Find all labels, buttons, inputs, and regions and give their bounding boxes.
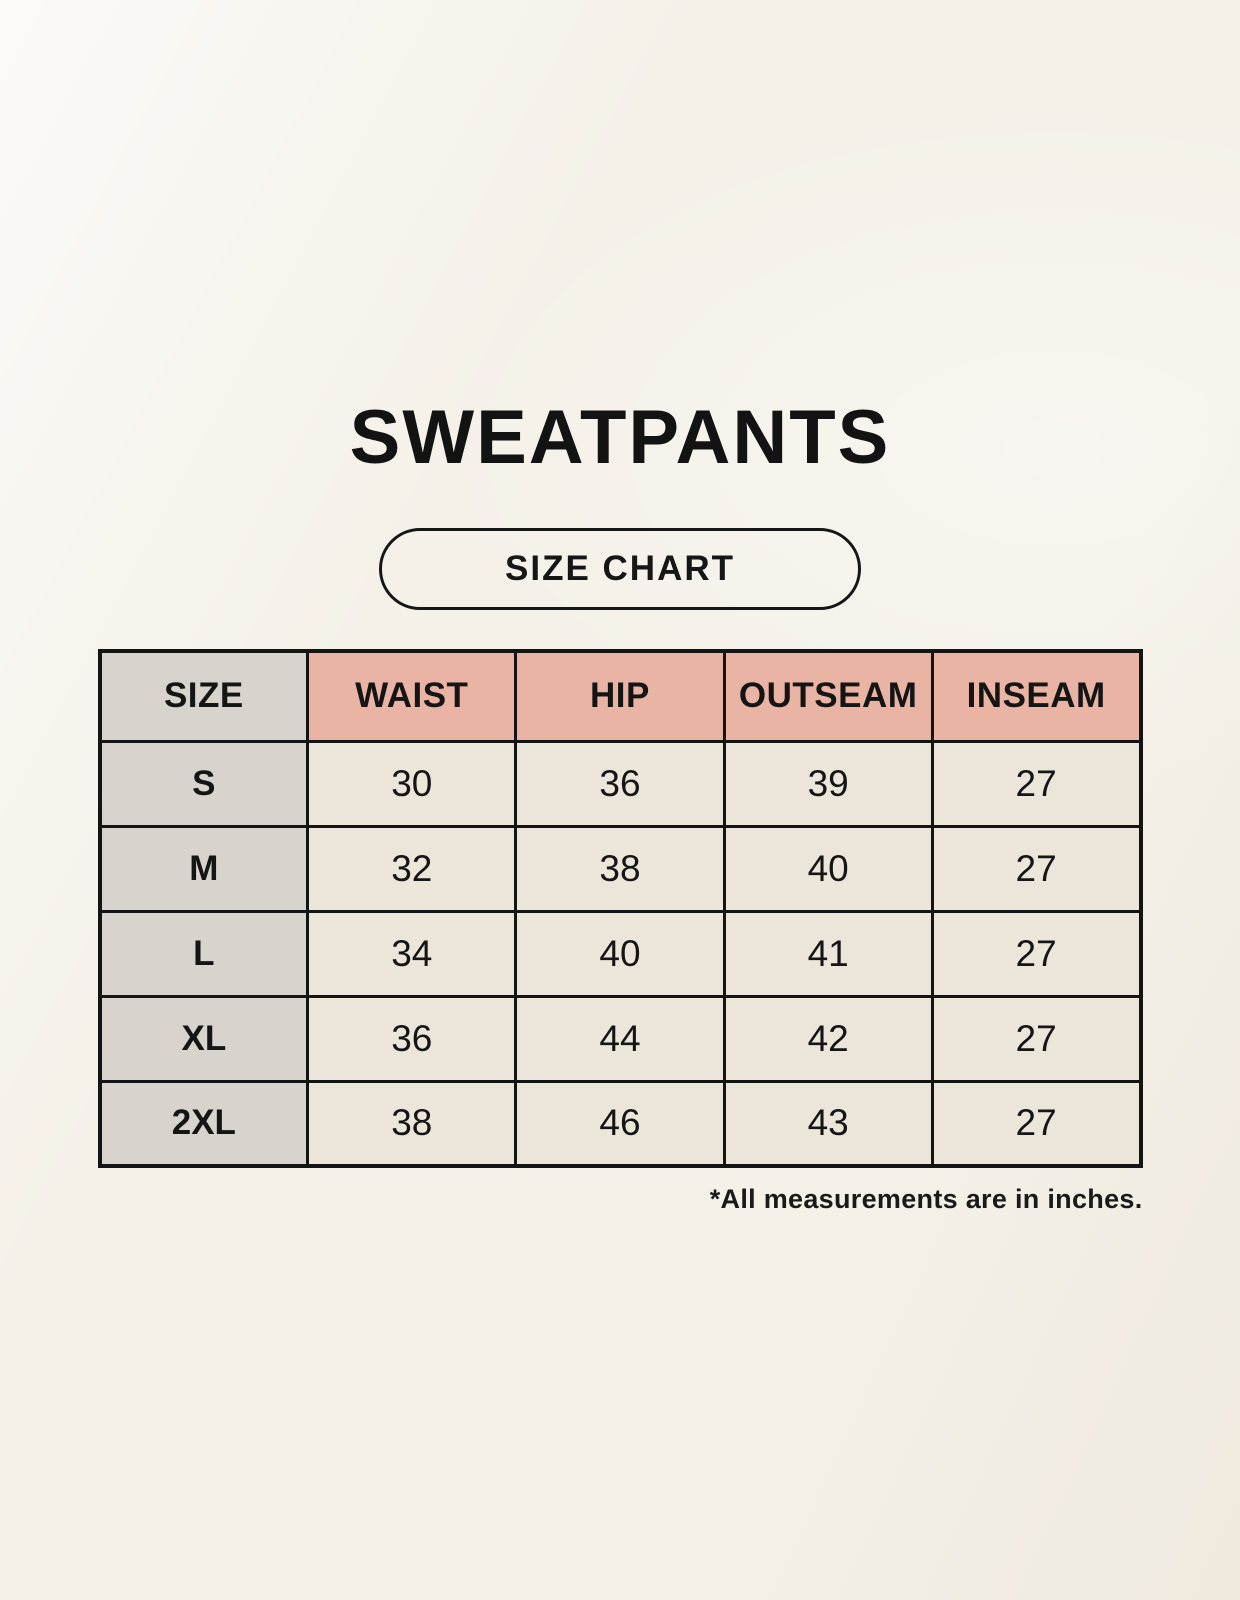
hip-value: 40: [516, 911, 724, 996]
size-label: XL: [100, 996, 308, 1081]
outseam-value: 41: [724, 911, 932, 996]
hip-value: 36: [516, 741, 724, 826]
waist-value: 36: [308, 996, 516, 1081]
column-header-hip: HIP: [516, 651, 724, 741]
inseam-value: 27: [932, 741, 1140, 826]
table-body: [100, 741, 1141, 1166]
table-header-row: [100, 651, 1141, 741]
inseam-value: 27: [932, 911, 1140, 996]
waist-value: 30: [308, 741, 516, 826]
inseam-value: 27: [932, 996, 1140, 1081]
outseam-value: 42: [724, 996, 932, 1081]
column-header-size: SIZE: [100, 651, 308, 741]
inseam-value: 27: [932, 1081, 1140, 1166]
inseam-value: 27: [932, 826, 1140, 911]
table-row-2xl: [100, 1081, 1141, 1166]
hip-value: 44: [516, 996, 724, 1081]
column-header-inseam: INSEAM: [932, 651, 1140, 741]
waist-value: 34: [308, 911, 516, 996]
waist-value: 38: [308, 1081, 516, 1166]
size-label: L: [100, 911, 308, 996]
outseam-value: 40: [724, 826, 932, 911]
column-header-waist: WAIST: [308, 651, 516, 741]
page-title: SWEATPANTS: [349, 395, 891, 480]
size-label: M: [100, 826, 308, 911]
column-header-outseam: OUTSEAM: [724, 651, 932, 741]
size-chart-badge: [379, 528, 861, 610]
size-label: 2XL: [100, 1081, 308, 1166]
waist-value: 32: [308, 826, 516, 911]
size-chart-table: [98, 649, 1143, 1168]
table-row-l: [100, 911, 1141, 996]
outseam-value: 43: [724, 1081, 932, 1166]
hip-value: 46: [516, 1081, 724, 1166]
outseam-value: 39: [724, 741, 932, 826]
size-chart-badge-label: SIZE CHART: [505, 549, 735, 588]
table-row-m: [100, 826, 1141, 911]
table-row-xl: [100, 996, 1141, 1081]
hip-value: 38: [516, 826, 724, 911]
table-header: [100, 651, 1141, 741]
size-label: S: [100, 741, 308, 826]
measurements-note: *All measurements are in inches.: [709, 1184, 1143, 1214]
table-row-s: [100, 741, 1141, 826]
